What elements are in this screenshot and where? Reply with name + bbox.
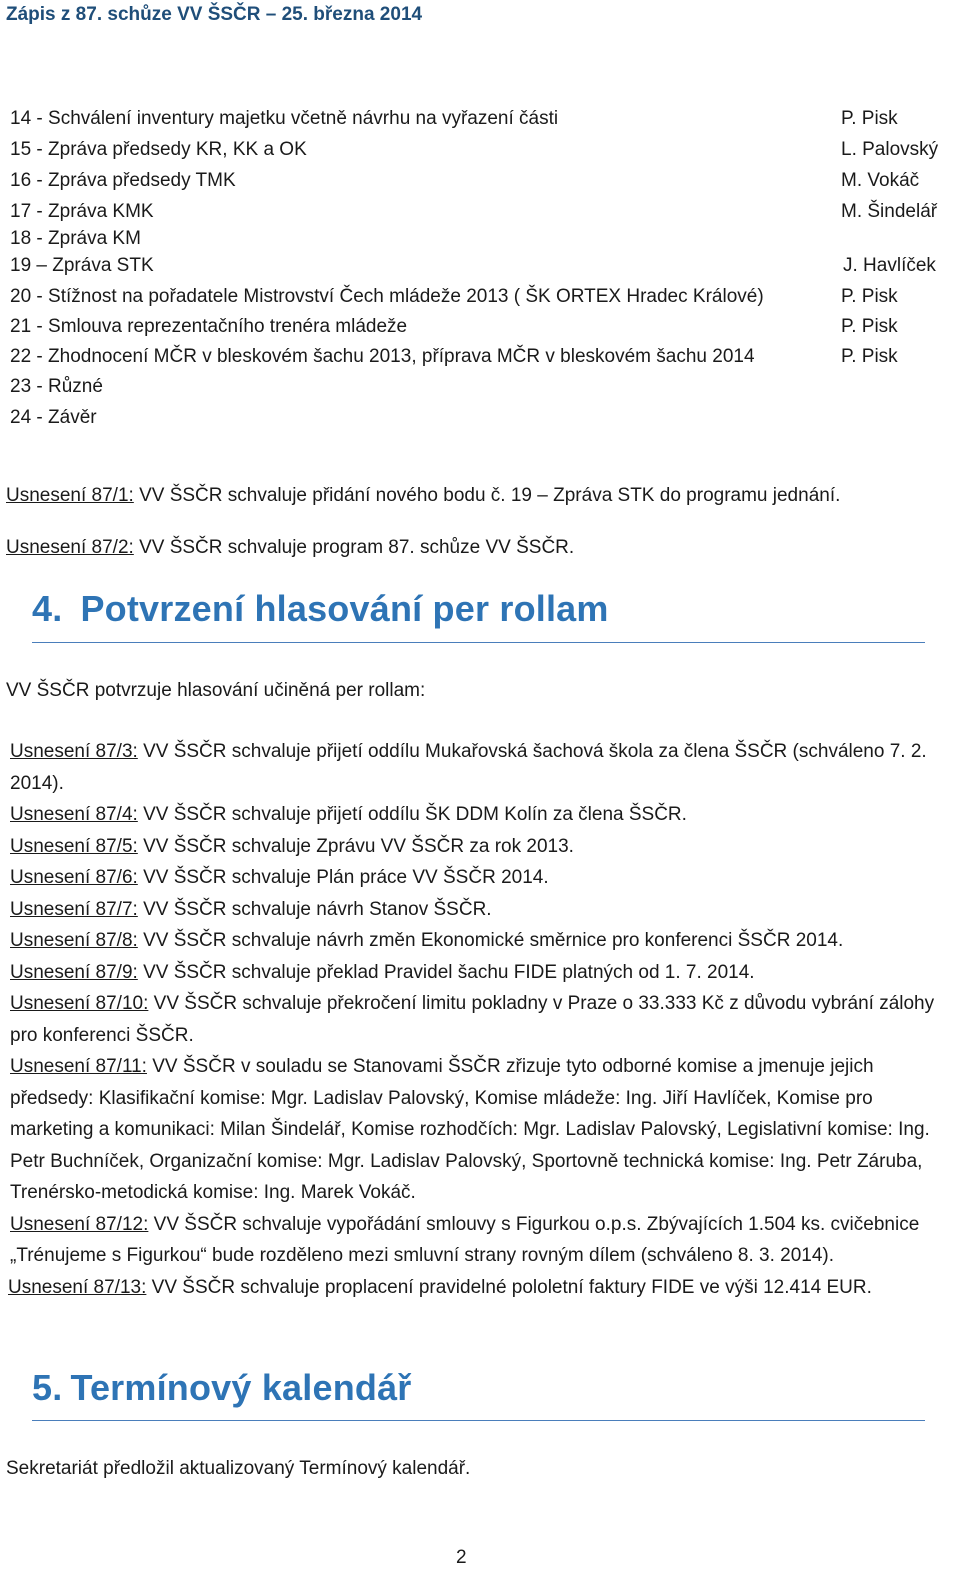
agenda-item: 20 - Stížnost na pořadatele Mistrovství Čech mládeže 2013 ( ŠK ORTEX Hradec Králové) — [10, 286, 764, 307]
resolution-text: VV ŠSČR schvaluje přidání nového bodu č. 19 – Zpráva STK do programu jednání. — [133, 485, 841, 506]
agenda-item-responsible: P. Pisk — [841, 316, 898, 337]
resolution-text: VV ŠSČR schvaluje proplacení pravidelné pololetní faktury FIDE ve výši 12.414 EUR. — [146, 1276, 872, 1298]
agenda-item-responsible: M. Šindelář — [841, 201, 938, 222]
resolution-87-7 — [10, 894, 948, 926]
agenda-item: 24 - Závěr — [10, 407, 97, 428]
section-number: 5. — [32, 1367, 63, 1408]
resolution-label: Usnesení 87/5: — [10, 835, 138, 857]
section-4-rule — [32, 642, 925, 643]
agenda-item-responsible: P. Pisk — [841, 108, 898, 129]
agenda-item: 19 – Zpráva STK — [10, 255, 154, 276]
resolution-label: Usnesení 87/1: — [6, 485, 134, 506]
resolution-87-10 — [10, 988, 948, 1051]
resolution-text: VV ŠSČR v souladu se Stanovami ŠSČR zřizuje tyto odborné komise a jmenuje jejich předsedy: Klasifikační komise: Mgr. Ladislav Palovský, Komise mládeže: Ing. Jiří Havlíček, Komise pro marketing a komunikaci: Milan Šindelář, Komise rozhodčích: Mgr. Ladislav Palovský, Legislativní komise: Ing. Petr Buchníček, Organizační komise: Mgr. Ladislav Palovský, Sportovně technická komise: Ing. Petr Záruba, Trenérsko-metodická komise: Ing. Marek Vokáč. — [10, 1056, 930, 1203]
resolution-label: Usnesení 87/10: — [10, 993, 149, 1014]
resolution-label: Usnesení 87/6: — [10, 867, 138, 888]
resolution-87-6 — [10, 862, 948, 894]
section-5-rule — [32, 1420, 925, 1421]
agenda-item: 14 - Schválení inventury majetku včetně návrhu na vyřazení části — [10, 108, 559, 129]
section-4-resolutions — [10, 736, 948, 1303]
agenda-item-responsible: P. Pisk — [841, 286, 898, 307]
agenda-item: 22 - Zhodnocení MČR v bleskovém šachu 2013, příprava MČR v bleskovém šachu 2014 — [10, 346, 755, 367]
resolution-label: Usnesení 87/4: — [10, 804, 138, 825]
resolution-text: VV ŠSČR schvaluje návrh změn Ekonomické směrnice pro konferenci ŠSČR 2014. — [137, 930, 844, 951]
resolution-87-1 — [6, 485, 840, 507]
section-4-intro: VV ŠSČR potvrzuje hlasování učiněná per rollam: — [6, 680, 426, 701]
section-title: Potvrzení hlasování per rollam — [80, 588, 609, 629]
resolution-label: Usnesení 87/13: — [8, 1276, 147, 1298]
resolution-label: Usnesení 87/9: — [10, 961, 138, 983]
resolution-87-5 — [10, 831, 948, 863]
resolution-text: VV ŠSČR schvaluje program 87. schůze VV ŠSČR. — [133, 537, 575, 558]
resolution-87-2 — [6, 537, 574, 559]
section-5-intro: Sekretariát předložil aktualizovaný Termínový kalendář. — [6, 1458, 471, 1479]
agenda-item: 16 - Zpráva předsedy TMK — [10, 170, 236, 191]
resolution-87-3 — [10, 736, 948, 799]
agenda-item-responsible: L. Palovský — [841, 139, 939, 160]
agenda-item: 17 - Zpráva KMK — [10, 201, 154, 222]
resolution-label: Usnesení 87/12: — [10, 1213, 149, 1235]
resolution-87-11 — [10, 1051, 948, 1209]
resolution-text: VV ŠSČR schvaluje Plán práce VV ŠSČR 2014. — [137, 867, 549, 888]
resolution-label: Usnesení 87/7: — [10, 898, 138, 920]
resolution-label: Usnesení 87/8: — [10, 930, 138, 951]
agenda-item-responsible: P. Pisk — [841, 346, 898, 367]
section-5-heading — [32, 1367, 412, 1409]
resolution-text: VV ŠSČR schvaluje překlad Pravidel šachu FIDE platných od 1. 7. 2014. — [137, 961, 755, 983]
resolution-text: VV ŠSČR schvaluje překročení limitu pokladny v Praze o 33.333 Kč z důvodu vybrání zálohy pro konferenci ŠSČR. — [10, 993, 935, 1046]
agenda-item-responsible: J. Havlíček — [843, 255, 936, 276]
agenda-item-responsible: M. Vokáč — [841, 170, 920, 191]
resolution-label: Usnesení 87/11: — [10, 1056, 147, 1077]
resolution-87-13 — [8, 1272, 948, 1304]
resolution-text: VV ŠSČR schvaluje přijetí oddílu ŠK DDM Kolín za člena ŠSČR. — [137, 804, 687, 825]
resolution-text: VV ŠSČR schvaluje návrh Stanov ŠSČR. — [137, 898, 492, 920]
resolution-label: Usnesení 87/2: — [6, 537, 134, 558]
resolution-label: Usnesení 87/3: — [10, 741, 138, 762]
section-title: Termínový kalendář — [70, 1367, 412, 1408]
agenda-item: 15 - Zpráva předsedy KR, KK a OK — [10, 139, 307, 160]
page-number: 2 — [456, 1547, 467, 1568]
agenda-item: 21 - Smlouva reprezentačního trenéra mládeže — [10, 316, 408, 337]
resolution-text: VV ŠSČR schvaluje přijetí oddílu Mukařovská šachová škola za člena ŠSČR (schváleno 7. 2. 2014). — [10, 741, 927, 794]
resolution-87-9 — [10, 957, 948, 989]
agenda-item: 23 - Různé — [10, 376, 103, 397]
section-4-heading — [32, 588, 609, 630]
resolution-87-4 — [10, 799, 948, 831]
document-header: Zápis z 87. schůze VV ŠSČR – 25. března 2014 — [6, 4, 423, 25]
resolution-87-8 — [10, 925, 948, 957]
resolution-87-12 — [10, 1209, 948, 1272]
agenda-item: 18 - Zpráva KM — [10, 228, 141, 249]
section-number: 4. — [32, 588, 63, 629]
resolution-text: VV ŠSČR schvaluje Zprávu VV ŠSČR za rok 2013. — [137, 835, 574, 857]
resolution-text: VV ŠSČR schvaluje vypořádání smlouvy s Figurkou o.p.s. Zbývajících 1.504 ks. cvičebnice „Trénujeme s Figurkou“ bude rozděleno mezi smluvní strany rovným dílem (schváleno 8. 3. 2014). — [10, 1213, 920, 1266]
